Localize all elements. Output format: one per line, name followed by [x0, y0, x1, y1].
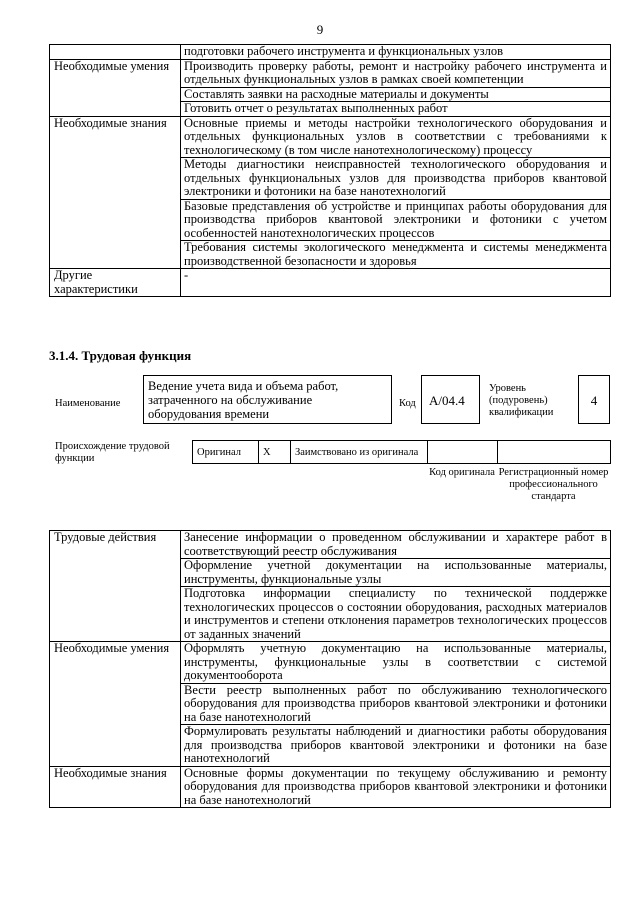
- row-item: -: [181, 269, 611, 297]
- code-label: Код: [399, 398, 416, 409]
- original-mark: X: [259, 441, 291, 464]
- row-item: Составлять заявки на расходные материалы и документы: [181, 87, 611, 102]
- section-title: 3.1.4. Трудовая функция: [49, 348, 192, 363]
- name-label: Наименование: [55, 398, 121, 409]
- row-item: Методы диагностики неисправностей технологического оборудования и отдельных функциональных узлов для производства приборов квантовой электроники и фотоники на базе нанотехнологий: [181, 158, 611, 200]
- labor-actions-table: [49, 530, 611, 808]
- row-item: Основные формы документации по текущему обслуживанию и ремонту оборудования для производства приборов квантовой электроники и фотоники на базе нанотехнологий: [181, 766, 611, 808]
- row-label: [50, 45, 181, 60]
- function-code-box: А/04.4: [421, 375, 480, 424]
- row-item: Производить проверку работы, ремонт и настройку рабочего инструмента и отдельных функциональных узлов в рамках своей компетенции: [181, 59, 611, 87]
- table-row: [50, 59, 611, 87]
- row-item: Базовые представления об устройстве и принципах работы оборудования для производства приборов квантовой электроники и фотоники с учетом особенностей нанотехнологических процессов: [181, 199, 611, 241]
- origin-table: [192, 440, 611, 464]
- row-item: Оформлять учетную документацию на использованные материалы, инструменты, функциональные узлы в соответствии с системой документооборота: [181, 642, 611, 684]
- qualification-level-label: Уровень (подуровень) квалификации: [489, 383, 554, 418]
- row-label: Необходимые умения: [50, 59, 181, 116]
- row-item: Занесение информации о проведенном обслуживании и характере работ в соответствующий реестр обслуживания: [181, 531, 611, 559]
- function-name-box: Ведение учета вида и объема работ, затраченного на обслуживание оборудования времени: [143, 375, 392, 424]
- original-code-cell: [428, 441, 498, 464]
- row-label: Необходимые знания: [50, 116, 181, 269]
- original-label: Оригинал: [193, 441, 259, 464]
- row-item: Оформление учетной документации на использованные материалы, инструменты, функциональные узлы: [181, 559, 611, 587]
- row-label: Другие характеристики: [50, 269, 181, 297]
- row-label: Необходимые умения: [50, 642, 181, 767]
- row-item: Подготовка информации специалисту по технической поддержке технологических процессов о состоянии оборудования, расходных материалов и инструментов и степени отклонения параметров технологических процессов от заданных значений: [181, 587, 611, 642]
- registration-number-caption: Регистрационный номер профессионального стандарта: [498, 467, 609, 502]
- original-code-caption: Код оригинала: [429, 467, 495, 478]
- registration-number-cell: [498, 441, 611, 464]
- row-item: Требования системы экологического менеджмента и системы менеджмента производственной безопасности и здоровья: [181, 241, 611, 269]
- table-row: [50, 766, 611, 808]
- row-item: Основные приемы и методы настройки технологического оборудования и отдельных функциональных узлов в соответствии с требованиями к технологическому (в том числе нанотехнологическому) процессу: [181, 116, 611, 158]
- table-row: [50, 642, 611, 684]
- qualification-level-box: 4: [578, 375, 610, 424]
- table-row: [50, 269, 611, 297]
- row-item: Формулировать результаты наблюдений и диагностики работы оборудования для производства приборов квантовой электроники и фотоники на базе нанотехнологий: [181, 725, 611, 767]
- table-row: [50, 45, 611, 60]
- origin-label: Происхождение трудовой функции: [55, 441, 170, 464]
- borrowed-label: Заимствовано из оригинала: [291, 441, 428, 464]
- page-number: 9: [316, 22, 324, 37]
- table-row: [50, 531, 611, 559]
- skills-knowledge-table: [49, 44, 611, 297]
- row-item: Готовить отчет о результатах выполненных работ: [181, 102, 611, 117]
- table-row: [50, 116, 611, 158]
- row-label: Трудовые действия: [50, 531, 181, 642]
- row-label: Необходимые знания: [50, 766, 181, 808]
- row-item: Вести реестр выполненных работ по обслуживанию технологического оборудования для производства приборов квантовой электроники и фотоники на базе нанотехнологий: [181, 683, 611, 725]
- row-item: подготовки рабочего инструмента и функциональных узлов: [181, 45, 611, 60]
